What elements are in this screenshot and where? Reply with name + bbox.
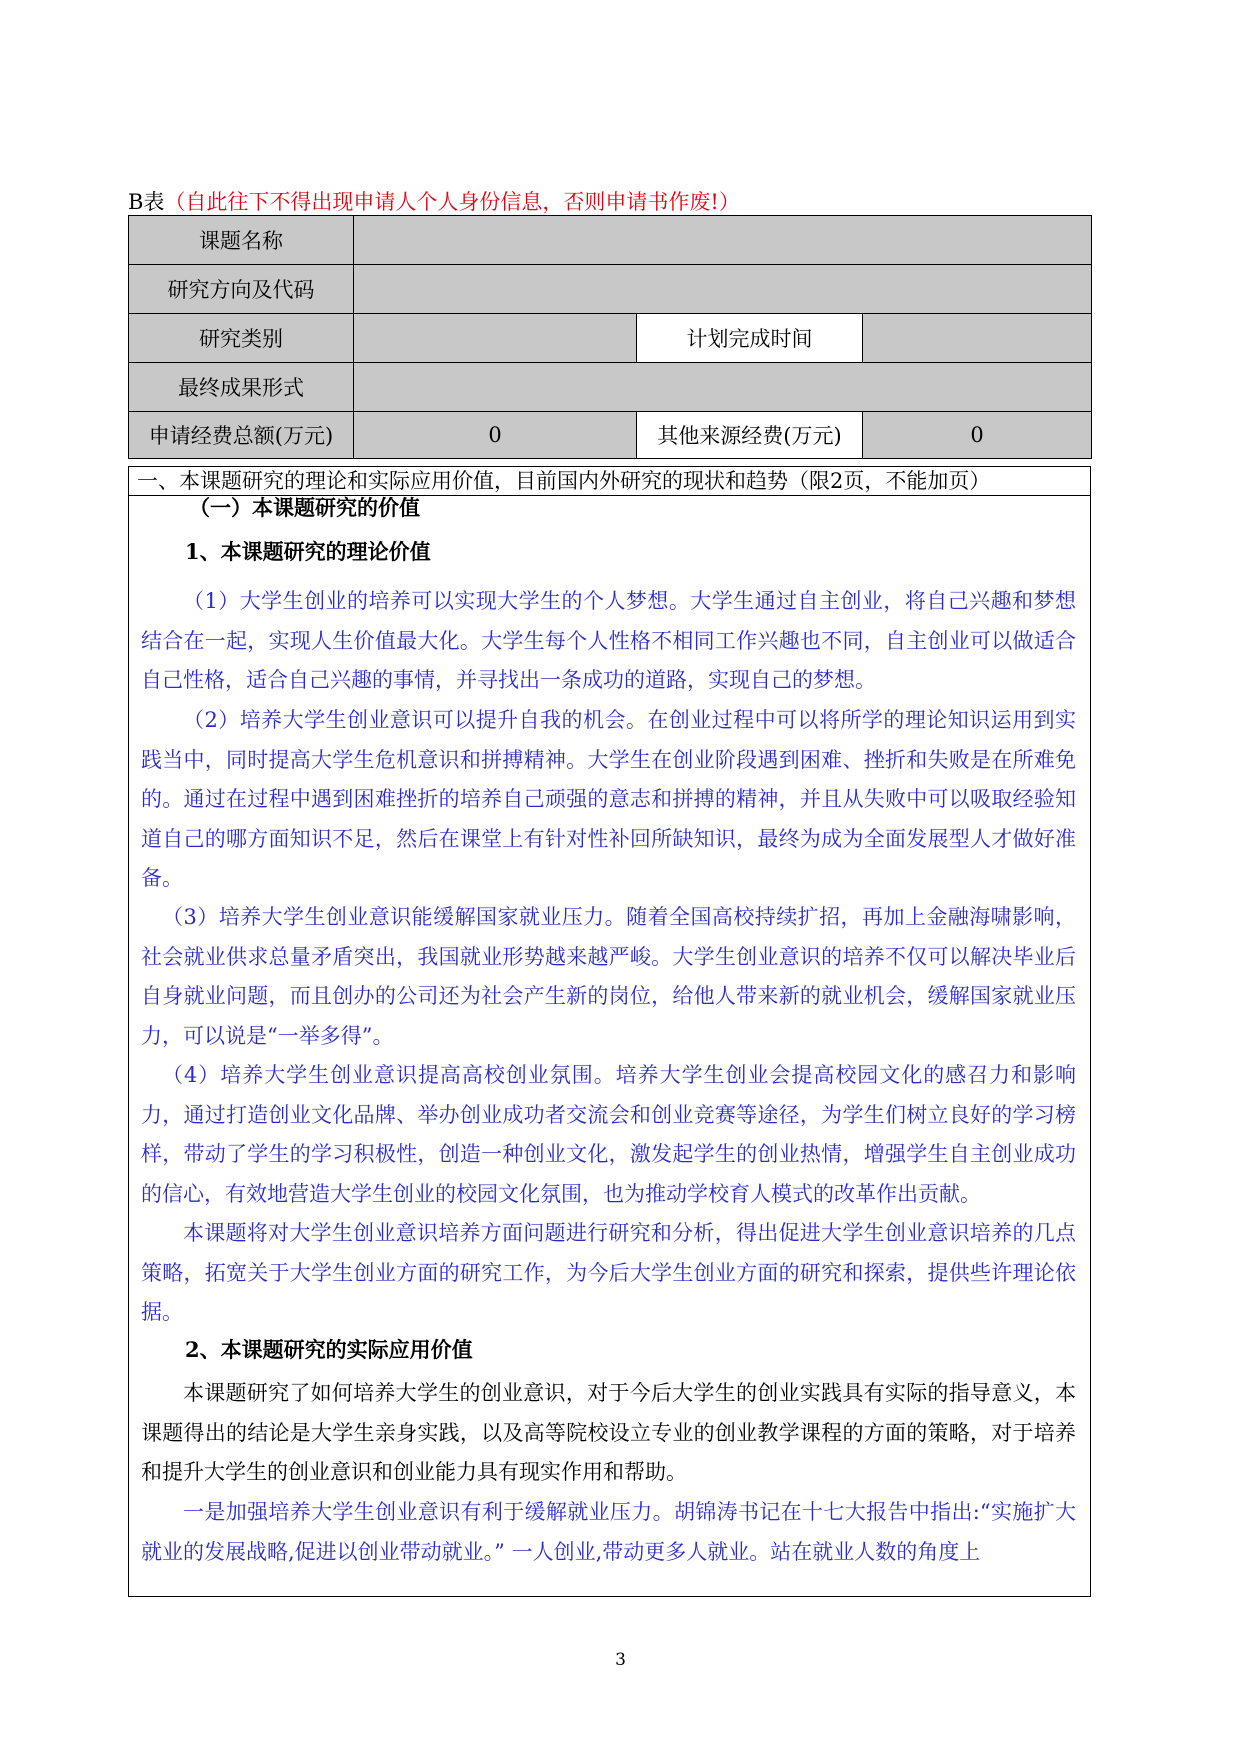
paragraph-4: （4）培养大学生创业意识提高高校创业氛围。培养大学生创业会提高校园文化的感召力和影响力，通过打造创业文化品牌、举办创业成功者交流会和创业竞赛等途径，为学生们树立良好的学习榜样，带动了学生的学习积极性，创造一种创业文化，激发起学生的创业热情，增强学生自主创业成功的信心，有效地营造大学生创业的校园文化氛围，也为推动学校育人模式的改革作出贡献。 bbox=[141, 1063, 1076, 1206]
subheading-theory: 1、本课题研究的理论价值 bbox=[185, 539, 431, 564]
plan-time-label: 计划完成时间 bbox=[637, 314, 863, 363]
form-header bbox=[128, 186, 740, 216]
paragraph-1: （1）大学生创业的培养可以实现大学生的个人梦想。大学生通过自主创业，将自己兴趣和梦想结合在一起，实现人生价值最大化。大学生每个人性格不相同工作兴趣也不同，自主创业可以做适合自己性格，适合自己兴趣的事情，并寻找出一条成功的道路，实现自己的梦想。 bbox=[141, 589, 1076, 692]
section-title: 一、本课题研究的理论和实际应用价值，目前国内外研究的现状和趋势（限2页，不能加页） bbox=[128, 466, 1091, 496]
project-info-table bbox=[128, 215, 1092, 459]
section-body bbox=[128, 495, 1091, 1597]
paragraph-7: 一是加强培养大学生创业意识有利于缓解就业压力。胡锦涛书记在十七大报告中指出:“实施扩大就业的发展战略,促进以创业带动就业。” 一人创业,带动更多人就业。站在就业人数的角度上 bbox=[141, 1500, 1076, 1564]
paragraph-6: 本课题研究了如何培养大学生的创业意识，对于今后大学生的创业实践具有实际的指导意义，本课题得出的结论是大学生亲身实践，以及高等院校设立专业的创业教学课程的方面的策略，对于培养和提升大学生的创业意识和创业能力具有现实作用和帮助。 bbox=[141, 1381, 1076, 1484]
category-label: 研究类别 bbox=[129, 314, 354, 363]
subheading-value: （一）本课题研究的价值 bbox=[189, 495, 420, 520]
funding-field[interactable]: 0 bbox=[354, 412, 637, 459]
form-code: B表 bbox=[128, 190, 165, 214]
result-label: 最终成果形式 bbox=[129, 363, 354, 412]
result-field[interactable] bbox=[354, 363, 1092, 412]
page-number: 3 bbox=[615, 1650, 626, 1670]
subheading-practical: 2、本课题研究的实际应用价值 bbox=[185, 1337, 473, 1362]
plan-time-field[interactable] bbox=[863, 314, 1092, 363]
paragraph-5: 本课题将对大学生创业意识培养方面问题进行研究和分析，得出促进大学生创业意识培养的几点策略，拓宽关于大学生创业方面的研究工作，为今后大学生创业方面的研究和探索，提供些许理论依据。 bbox=[141, 1221, 1076, 1324]
other-funding-field[interactable]: 0 bbox=[863, 412, 1092, 459]
direction-field[interactable] bbox=[354, 265, 1092, 314]
paragraph-2: （2）培养大学生创业意识可以提升自我的机会。在创业过程中可以将所学的理论知识运用到实践当中，同时提高大学生危机意识和拼搏精神。大学生在创业阶段遇到困难、挫折和失败是在所难免的。通过在过程中遇到困难挫折的培养自己顽强的意志和拼搏的精神，并且从失败中可以吸取经验知道自己的哪方面知识不足，然后在课堂上有针对性补回所缺知识，最终为成为全面发展型人才做好准备。 bbox=[141, 708, 1076, 890]
category-field[interactable] bbox=[354, 314, 637, 363]
other-funding-label: 其他来源经费(万元) bbox=[637, 412, 863, 459]
topic-field[interactable] bbox=[354, 216, 1092, 265]
direction-label: 研究方向及代码 bbox=[129, 265, 354, 314]
topic-label: 课题名称 bbox=[129, 216, 354, 265]
paragraph-3: （3）培养大学生创业意识能缓解国家就业压力。随着全国高校持续扩招，再加上金融海啸影响，社会就业供求总量矛盾突出，我国就业形势越来越严峻。大学生创业意识的培养不仅可以解决毕业后自身就业问题，而且创办的公司还为社会产生新的岗位，给他人带来新的就业机会，缓解国家就业压力，可以说是“一举多得”。 bbox=[141, 905, 1076, 1048]
funding-label: 申请经费总额(万元) bbox=[129, 412, 354, 459]
privacy-warning: （自此往下不得出现申请人个人身份信息，否则申请书作废!） bbox=[164, 190, 740, 214]
